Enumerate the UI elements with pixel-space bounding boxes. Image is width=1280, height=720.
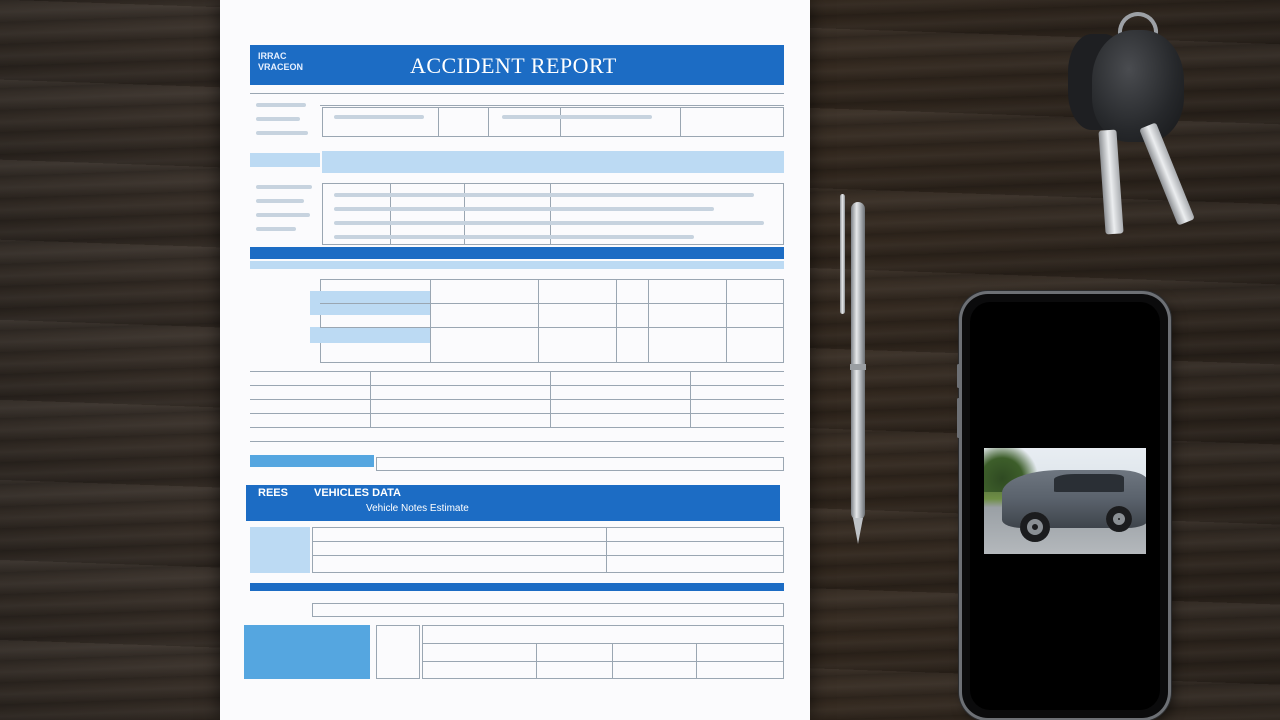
pen-barrel [851, 202, 865, 520]
form-text [334, 235, 694, 239]
vehicle-grid [312, 527, 784, 573]
field-divider [726, 279, 727, 363]
car-keys [1060, 10, 1220, 250]
field-divider [690, 371, 691, 427]
phone-button [957, 398, 960, 438]
row-label-bar [250, 455, 374, 467]
form-title: ACCIDENT REPORT [410, 53, 617, 78]
form-text [334, 221, 764, 225]
photo-car-wheel [1020, 512, 1050, 542]
accident-report-paper [220, 0, 810, 720]
field-divider [680, 107, 681, 137]
info-label-bar [250, 153, 320, 167]
pen-ring [850, 364, 866, 370]
field-divider [538, 279, 539, 363]
smartphone [962, 294, 1168, 718]
field-divider [696, 643, 697, 679]
form-header [250, 45, 784, 85]
field-divider [616, 279, 617, 363]
vehicles-section-code: REES [258, 487, 288, 499]
pen-clip [840, 194, 845, 314]
damaged-car-photo [984, 448, 1146, 554]
form-rule [250, 371, 784, 372]
form-text [334, 193, 754, 197]
signature-box [376, 625, 420, 679]
form-text [256, 185, 312, 189]
form-text [256, 213, 310, 217]
form-text [256, 131, 308, 135]
form-corner-label: IRRAC VRACEON [258, 51, 304, 72]
field-divider [648, 279, 649, 363]
form-rule [250, 441, 784, 442]
section-subbar [250, 261, 784, 269]
field-divider [488, 107, 489, 137]
field-divider [606, 527, 607, 573]
key-blade [1098, 129, 1123, 234]
row-field [376, 457, 784, 471]
form-rule [250, 93, 784, 94]
middle-grid-label [310, 327, 430, 343]
field-divider [370, 371, 371, 427]
form-text [256, 117, 300, 121]
form-rule [250, 399, 784, 400]
form-rule [422, 643, 784, 644]
form-rule [320, 303, 784, 304]
info-bar [322, 151, 784, 173]
form-rule [312, 555, 784, 556]
field-box [322, 107, 784, 137]
field-divider [612, 643, 613, 679]
form-rule [320, 105, 784, 106]
form-text [256, 227, 296, 231]
form-text [256, 103, 306, 107]
field-divider [536, 643, 537, 679]
form-text [502, 115, 652, 119]
field-divider [430, 279, 431, 363]
signature-label-block [244, 625, 370, 679]
key-fob [1092, 30, 1184, 142]
photo-car-window [1054, 474, 1124, 492]
pen [848, 194, 868, 546]
form-text [334, 115, 424, 119]
vehicles-section-heading: VEHICLES DATA [314, 487, 401, 499]
vehicle-grid-label [250, 527, 310, 573]
form-rule [250, 413, 784, 414]
form-rule [422, 661, 784, 662]
photo-car-wheel [1106, 506, 1132, 532]
form-text [334, 207, 714, 211]
form-text [256, 199, 304, 203]
key-blade [1139, 122, 1195, 225]
form-rule [250, 385, 784, 386]
form-rule [312, 541, 784, 542]
field-divider [550, 371, 551, 427]
section-band [250, 583, 784, 591]
field-divider [560, 107, 561, 137]
pen-tip [853, 518, 863, 544]
row-field [312, 603, 784, 617]
vehicles-section-band [246, 485, 780, 521]
form-rule [250, 427, 784, 428]
signature-table [422, 625, 784, 679]
phone-button [957, 364, 960, 388]
section-band [250, 247, 784, 259]
field-divider [438, 107, 439, 137]
vehicles-section-subtitle: Vehicle Notes Estimate [366, 503, 469, 514]
form-rule [320, 327, 784, 328]
